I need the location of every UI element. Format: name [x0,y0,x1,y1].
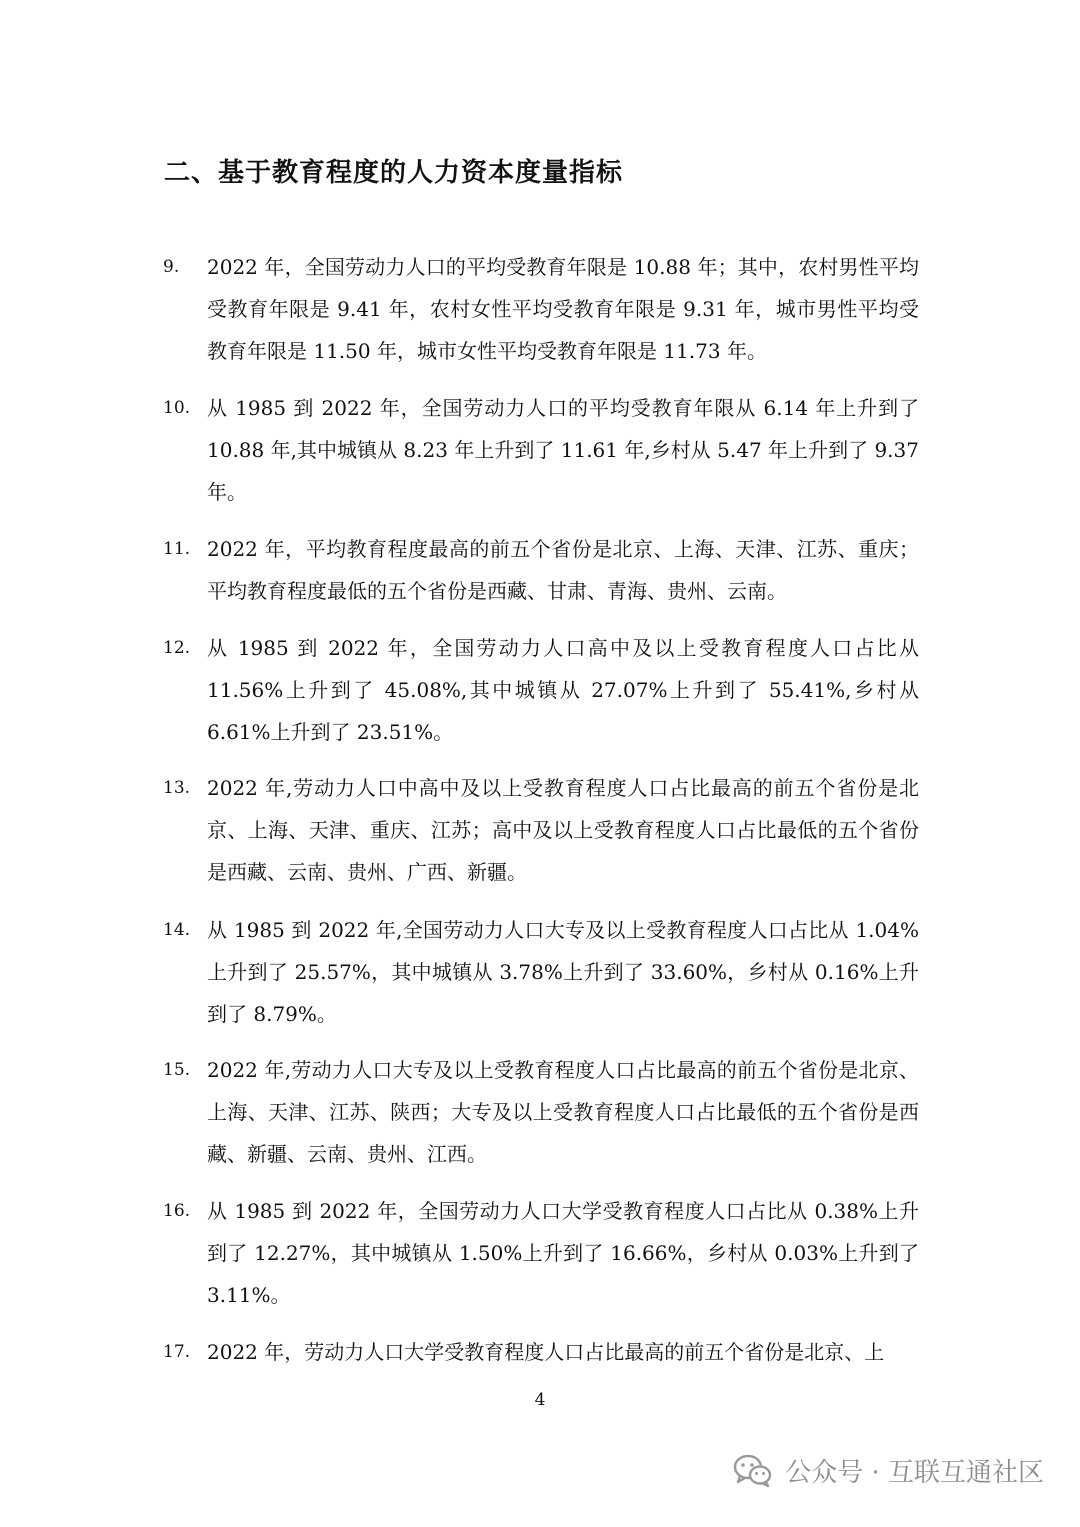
item-text: 从 1985 到 2022 年,全国劳动力人口大专及以上受教育程度人口占比从 1.04%上升到了 25.57%，其中城镇从 3.78%上升到了 33.60%，乡村从 0.16%上升到了 8.79%。 [207,918,919,1026]
item-text: 2022 年,劳动力人口大专及以上受教育程度人口占比最高的前五个省份是北京、上海、天津、江苏、陕西；大专及以上受教育程度人口占比最低的五个省份是西藏、新疆、云南、贵州、江西。 [207,1058,919,1166]
item-number: 16. [163,1201,191,1221]
page-number: 4 [534,1390,546,1410]
item-text: 2022 年,劳动力人口中高中及以上受教育程度人口占比最高的前五个省份是北京、上海、天津、重庆、江苏；高中及以上受教育程度人口占比最低的五个省份是西藏、云南、贵州、广西、新疆。 [207,776,919,884]
list-item [163,387,923,513]
list-item [163,1049,923,1175]
item-number: 10. [163,398,191,418]
item-number: 12. [163,638,191,658]
item-text: 2022 年，劳动力人口大学受教育程度人口占比最高的前五个省份是北京、上 [207,1340,885,1364]
item-number: 9. [163,257,180,277]
item-number: 13. [163,778,191,798]
wechat-icon [733,1454,773,1488]
item-text: 从 1985 到 2022 年，全国劳动力人口的平均受教育年限从 6.14 年上升到了 10.88 年,其中城镇从 8.23 年上升到了 11.61 年,乡村从 5.47 年上升到了 9.37 年。 [207,396,919,504]
list-item [163,246,923,372]
list-item [163,528,923,612]
item-text: 从 1985 到 2022 年，全国劳动力人口高中及以上受教育程度人口占比从 11.56%上升到了 45.08%,其中城镇从 27.07%上升到了 55.41%,乡村从 6.61%上升到了 23.51%。 [207,636,919,744]
section-heading: 二、基于教育程度的人力资本度量指标 [164,158,624,188]
watermark-text: 公众号 · 互联互通社区 [785,1458,1044,1488]
item-text: 2022 年，全国劳动力人口的平均受教育年限是 10.88 年；其中，农村男性平均受教育年限是 9.41 年，农村女性平均受教育年限是 9.31 年，城市男性平均受教育年限是 11.50 年，城市女性平均受教育年限是 11.73 年。 [207,255,919,363]
item-number: 11. [163,539,191,559]
item-number: 15. [163,1060,191,1080]
list-item [163,767,923,893]
list-item [163,1331,923,1373]
item-number: 14. [163,920,191,940]
list-item [163,1190,923,1316]
item-text: 从 1985 到 2022 年，全国劳动力人口大学受教育程度人口占比从 0.38%上升到了 12.27%，其中城镇从 1.50%上升到了 16.66%，乡村从 0.03%上升到了 3.11%。 [207,1199,919,1307]
item-number: 17. [163,1342,191,1362]
list-item [163,627,923,753]
item-text: 2022 年，平均教育程度最高的前五个省份是北京、上海、天津、江苏、重庆；平均教育程度最低的五个省份是西藏、甘肃、青海、贵州、云南。 [207,537,919,603]
list-item [163,909,923,1035]
watermark [733,1452,1044,1489]
